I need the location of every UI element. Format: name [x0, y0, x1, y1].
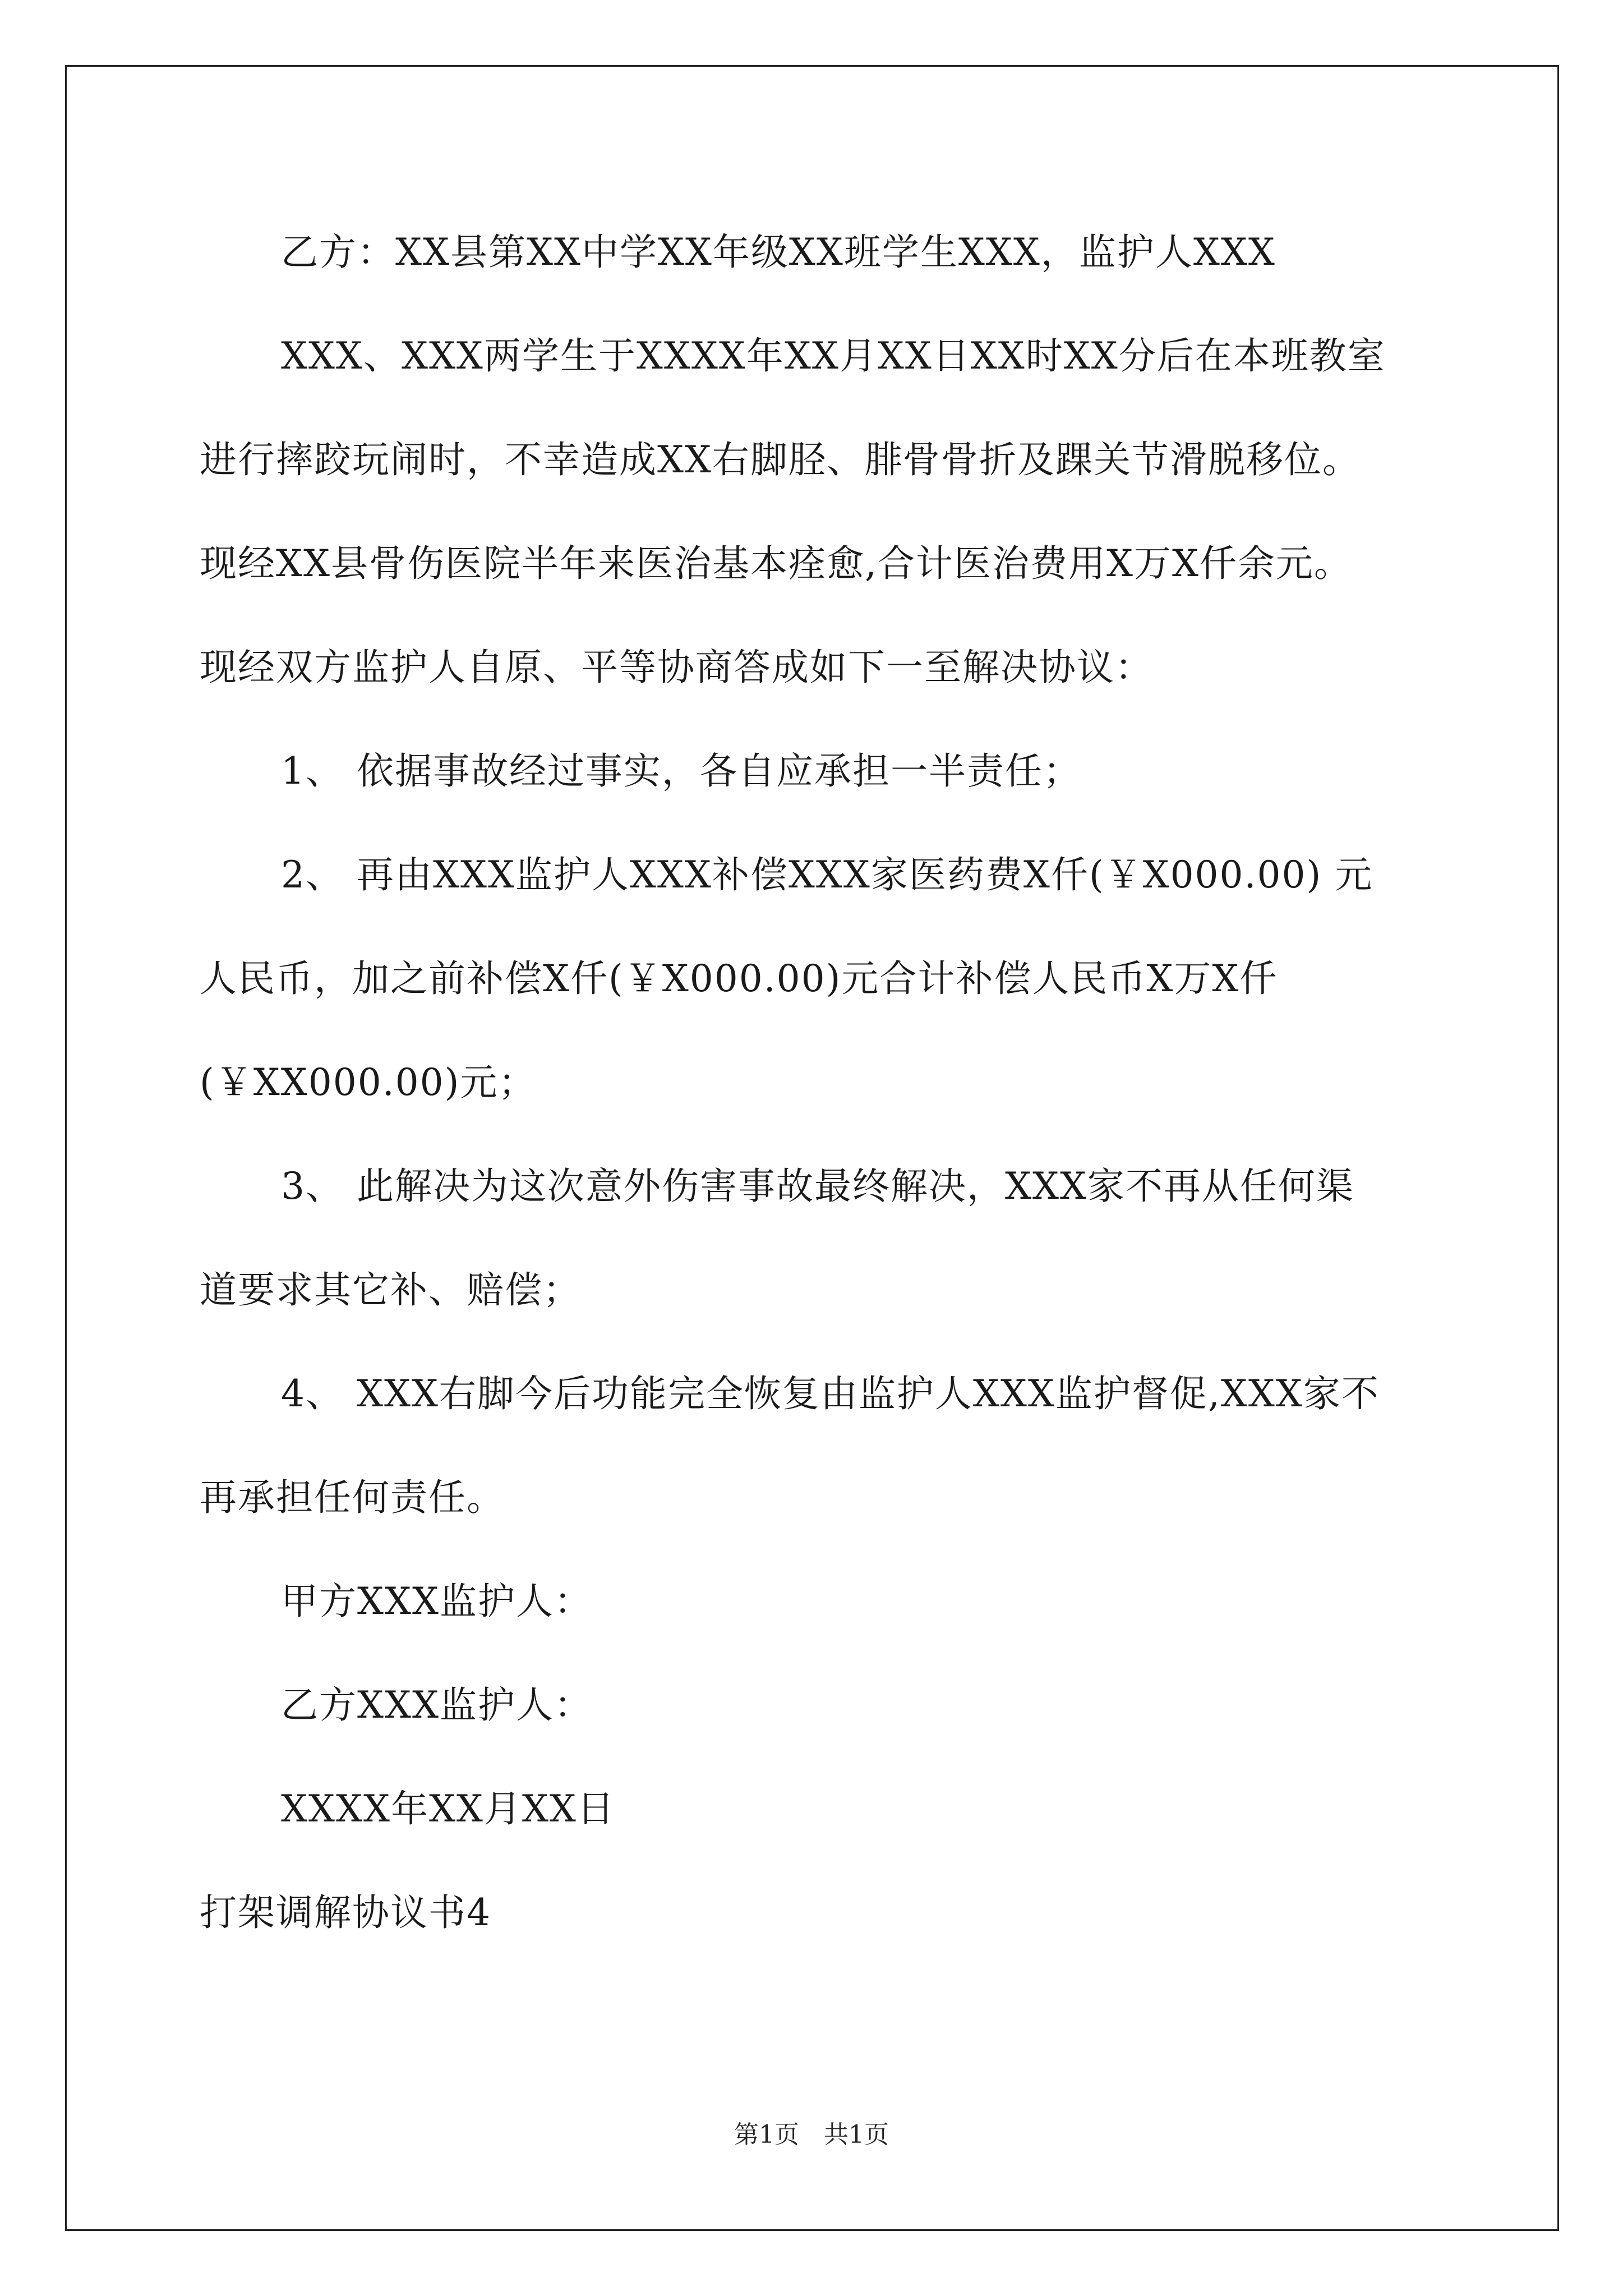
text-line-party-b: 乙方：XX县第XX中学XX年级XX班学生XXX，监护人XXX [281, 231, 1276, 274]
section-heading: 打架调解协议书4 [200, 1891, 491, 1934]
text-line-clause-1: 1、 依据事故经过事实，各自应承担一半责任； [281, 749, 1081, 793]
text-line-clause-2c: (￥XX000.00)元； [200, 1061, 537, 1104]
text-line-clause-2b: 人民币，加之前补偿X仟(￥X000.00)元合计补偿人民币X万X仟 [200, 957, 1278, 1000]
signature-party-b: 乙方XXX监护人： [281, 1683, 592, 1727]
signature-party-a: 甲方XXX监护人： [281, 1580, 592, 1623]
text-line-clause-4b: 再承担任何责任。 [200, 1476, 505, 1519]
text-line-agreement-intro: 现经双方监护人自原、平等协商答成如下一至解决协议： [200, 646, 1153, 689]
text-line-incident-3: 现经XX县骨伤医院半年来医治基本痊愈,合计医治费用X万X仟余元。 [200, 542, 1352, 585]
signature-date: XXXX年XX月XX日 [281, 1787, 615, 1830]
text-line-incident-2: 进行摔跤玩闹时，不幸造成XX右脚胫、腓骨骨折及踝关节滑脱移位。 [200, 438, 1361, 481]
text-line-clause-2a: 2、 再由XXX监护人XXX补偿XXX家医药费X仟(￥X000.00) 元 [281, 853, 1373, 896]
text-line-clause-3a: 3、 此解决为这次意外伤害事故最终解决，XXX家不再从任何渠 [281, 1165, 1354, 1208]
text-line-incident-1: XXX、XXX两学生于XXXX年XX月XX日XX时XX分后在本班教室 [281, 334, 1386, 378]
page-footer: 第1页 共1页 [734, 2120, 889, 2149]
text-line-clause-4a: 4、 XXX右脚今后功能完全恢复由监护人XXX监护督促,XXX家不 [281, 1372, 1380, 1415]
text-line-clause-3b: 道要求其它补、赔偿； [200, 1268, 581, 1312]
